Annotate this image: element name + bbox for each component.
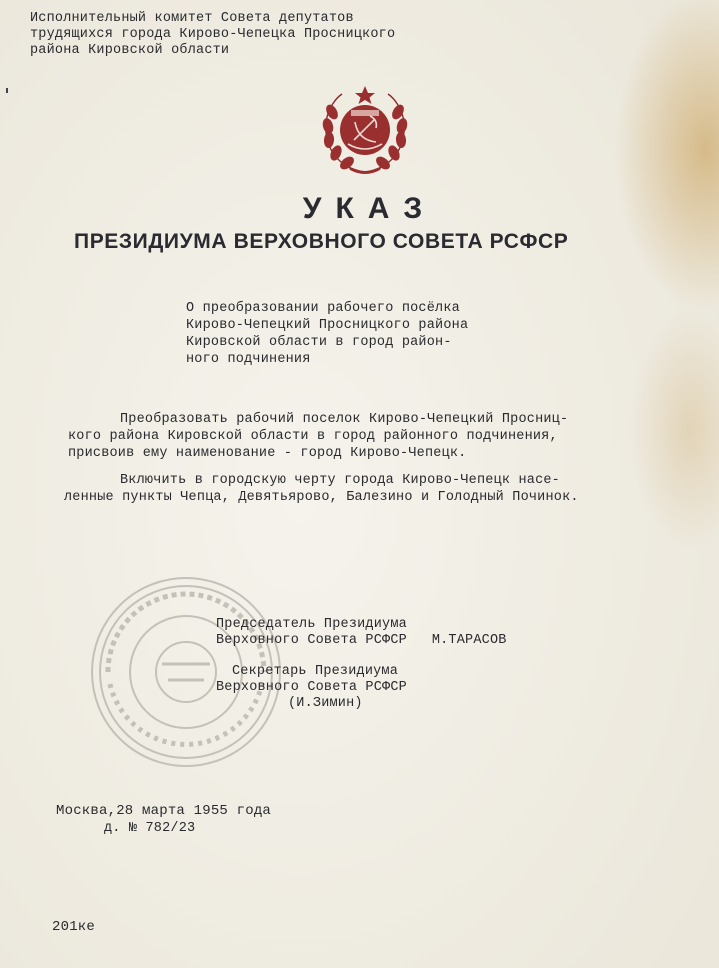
- issuer-line: Исполнительный комитет Совета депутатов: [30, 11, 354, 26]
- secretary-title: Секретарь Президиума: [232, 664, 399, 679]
- body-line: ленные пункты Чепца, Девятьярово, Балезино и Голодный Починок.: [64, 490, 579, 505]
- body-line: Преобразовать рабочий поселок Кирово-Чепецкий Просниц-: [120, 412, 569, 427]
- decree-subject: [186, 300, 468, 368]
- place-and-date: Москва,28 марта 1955 года: [56, 803, 272, 819]
- body-line: присвоив ему наименование - город Кирово-Чепецк.: [68, 446, 467, 461]
- issuer-line: трудящихся города Кирово-Чепецка Просницкого: [30, 27, 396, 42]
- issuer-header: [30, 11, 395, 59]
- decree-number: д. № 782/23: [104, 821, 196, 836]
- secretary-org-line: Верховного Совета РСФСР: [216, 680, 407, 695]
- body-line: Включить в городскую черту города Кирово-Чепецк насе-: [120, 473, 560, 488]
- rsfsr-coat-of-arms-icon: [318, 82, 412, 178]
- issuer-line: района Кировской области: [30, 43, 230, 58]
- decree-title: УКАЗ: [302, 192, 437, 225]
- chairman-name-line: Верховного Совета РСФСР М.ТАРАСОВ: [216, 633, 507, 648]
- subject-line: Кировской области в город район-: [186, 335, 452, 350]
- secretary-name: (И.Зимин): [288, 696, 363, 711]
- chairman-title: Председатель Президиума: [216, 617, 407, 632]
- subject-line: Кирово-Чепецкий Просницкого района: [186, 318, 469, 333]
- body-paragraph-1: [68, 411, 568, 462]
- chairman-signature-block: [216, 617, 507, 649]
- secretary-signature-block: [216, 664, 407, 712]
- subject-line: ного подчинения: [186, 352, 311, 367]
- decree-subtitle: ПРЕЗИДИУМА ВЕРХОВНОГО СОВЕТА РСФСР: [74, 230, 569, 253]
- subject-line: О преобразовании рабочего посёлка: [186, 301, 460, 316]
- margin-mark: [6, 88, 8, 93]
- body-paragraph-2: [64, 472, 579, 506]
- body-line: кого района Кировской области в город районного подчинения,: [68, 429, 558, 444]
- footer-code: 201ке: [52, 919, 96, 935]
